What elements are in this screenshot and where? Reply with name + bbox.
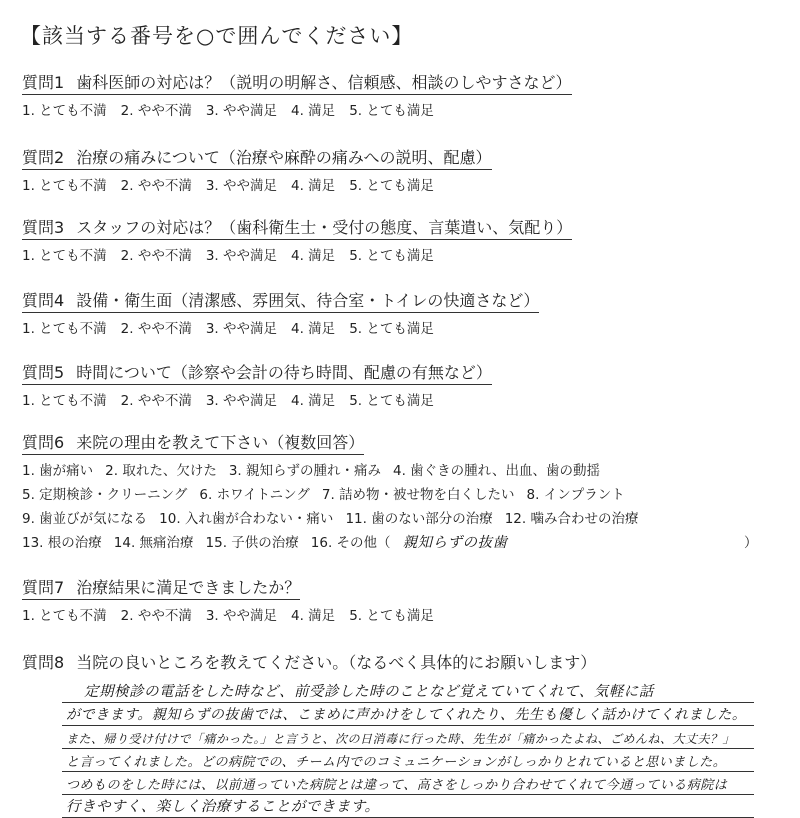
question-7-option-5-label: 5. とても満足 <box>349 608 434 624</box>
question-2-option-2-label: 2. やや不満 <box>120 178 192 194</box>
question-1-option-5-label: 5. とても満足 <box>349 103 434 119</box>
question-4-option-4[interactable] <box>291 317 335 337</box>
question-6-option-8-label: 8. インプラント <box>526 487 625 503</box>
question-6-option-16-label: 16. その他（ <box>310 535 391 551</box>
question-3-option-5[interactable] <box>349 244 434 264</box>
question-3-option-2-label: 2. やや不満 <box>120 248 192 264</box>
question-1-option-4-label: 4. 満足 <box>291 103 336 119</box>
question-1-option-5[interactable] <box>349 99 434 119</box>
question-2-text: 治療の痛みについて（治療や麻酔の痛みへの説明、配慮） <box>76 148 492 167</box>
question-4-option-5-label: 5. とても満足 <box>349 321 434 337</box>
question-8 <box>22 650 782 674</box>
question-5-option-3-label: 3. やや満足 <box>205 393 278 409</box>
question-1-option-1[interactable] <box>22 99 107 119</box>
question-6-row <box>22 483 782 503</box>
question-2-option-1-label: 1. とても不満 <box>22 178 107 194</box>
other-reason-close-paren: ） <box>744 535 758 551</box>
question-6-option-15-label: 15. 子供の治療 <box>205 535 299 551</box>
question-5-text: 時間について（診察や会計の待ち時間、配慮の有無など） <box>76 363 492 382</box>
question-6-title <box>22 430 364 455</box>
question-7-option-1-label: 1. とても不満 <box>22 608 107 624</box>
question-6-option-15[interactable] <box>206 531 299 551</box>
question-3-options <box>22 244 782 264</box>
instruction-heading: 【該当する番号を○で囲んでください】 <box>20 24 414 48</box>
question-6-number: 質問6 <box>22 433 65 452</box>
question-2-option-5[interactable] <box>349 174 434 194</box>
question-5-option-4-label: 4. 満足 <box>291 393 336 409</box>
answer-line-text: 行きやすく、楽しく治療することができます。 <box>66 799 380 815</box>
question-5-option-3[interactable] <box>206 389 277 409</box>
question-4-number: 質問4 <box>22 291 65 310</box>
question-6-option-3[interactable] <box>229 459 381 479</box>
question-1-title <box>22 70 572 95</box>
question-7-options <box>22 604 782 624</box>
answer-line <box>62 795 754 818</box>
question-8-title <box>22 650 596 674</box>
question-3-option-2[interactable] <box>121 244 192 264</box>
question-5-option-2-label: 2. やや不満 <box>120 393 192 409</box>
question-4-option-3[interactable] <box>206 317 277 337</box>
question-7-title <box>22 575 300 600</box>
question-3-option-1-label: 1. とても不満 <box>22 248 107 264</box>
question-1-option-1-label: 1. とても不満 <box>22 103 107 119</box>
question-7-text: 治療結果に満足できましたか？ <box>76 578 301 597</box>
question-6-option-4-label: 4. 歯ぐきの腫れ、出血、歯の動揺 <box>393 463 600 479</box>
question-4-option-2[interactable] <box>121 317 192 337</box>
answer-line <box>62 772 754 795</box>
question-3-text: スタッフの対応は？（歯科衛生士・受付の態度、言葉遣い、気配り） <box>76 218 573 237</box>
question-6-option-10-label: 10. 入れ歯が合わない・痛い <box>159 511 334 527</box>
question-6-option-6-label: 6. ホワイトニング <box>199 487 310 503</box>
question-7-option-3-label: 3. やや満足 <box>205 608 278 624</box>
question-6-option-10[interactable] <box>159 507 333 527</box>
question-3-option-4-label: 4. 満足 <box>291 248 336 264</box>
question-6-option-14-label: 14. 無痛治療 <box>113 535 194 551</box>
question-6-option-8[interactable] <box>527 483 625 503</box>
answer-line-text: と言ってくれました。どの病院での、チーム内でのコミュニケーションがしっかりとれていると思いました。 <box>66 755 727 770</box>
answer-line-text: ができます。親知らずの抜歯では、こまめに声かけをしてくれたり、先生も優しく話かけてくれました。 <box>66 707 747 723</box>
question-6-option-4[interactable] <box>393 459 600 479</box>
question-2-option-1[interactable] <box>22 174 107 194</box>
answer-line <box>62 749 754 772</box>
question-5-options <box>22 389 782 409</box>
answer-line <box>62 680 754 703</box>
question-6-option-13[interactable] <box>22 531 102 551</box>
question-6-option-11-label: 11. 歯のない部分の治療 <box>345 511 493 527</box>
question-4-option-2-label: 2. やや不満 <box>120 321 192 337</box>
question-1-option-2[interactable] <box>121 99 192 119</box>
question-5-number: 質問5 <box>22 363 65 382</box>
question-2-options <box>22 174 782 194</box>
question-7 <box>22 575 782 624</box>
question-7-option-5[interactable] <box>349 604 434 624</box>
question-2-number: 質問2 <box>22 148 65 167</box>
question-8-answer-area[interactable] <box>62 680 754 818</box>
question-6-option-5[interactable] <box>22 483 187 503</box>
question-2 <box>22 145 782 194</box>
question-1-text: 歯科医師の対応は？（説明の明解さ、信頼感、相談のしやすさなど） <box>76 73 572 92</box>
question-6-option-6[interactable] <box>199 483 309 503</box>
question-1-option-3[interactable] <box>206 99 277 119</box>
answer-line <box>62 703 754 726</box>
question-4-option-1-label: 1. とても不満 <box>22 321 107 337</box>
question-8-number: 質問8 <box>22 653 65 672</box>
question-2-option-3[interactable] <box>206 174 277 194</box>
question-6-option-7-label: 7. 詰め物・被せ物を白くしたい <box>321 487 515 503</box>
question-5-option-4[interactable] <box>291 389 335 409</box>
answer-line-text: つめものをした時には、以前通っていた病院とは違って、高さをしっかり合わせてくれて今通っている病院は <box>66 778 728 793</box>
question-5 <box>22 360 782 409</box>
question-3-option-4[interactable] <box>291 244 335 264</box>
question-7-option-4[interactable] <box>291 604 335 624</box>
question-5-title <box>22 360 492 385</box>
question-6-row <box>22 507 782 527</box>
question-8-text: 当院の良いところを教えてください。（なるべく具体的にお願いします） <box>76 653 597 672</box>
question-6-option-16[interactable] <box>311 531 391 551</box>
question-2-option-4-label: 4. 満足 <box>291 178 336 194</box>
question-6-row <box>22 531 782 552</box>
question-6-option-2[interactable] <box>105 459 217 479</box>
question-6-option-5-label: 5. 定期検診・クリーニング <box>22 487 188 503</box>
question-6-option-2-label: 2. 取れた、欠けた <box>105 463 217 479</box>
question-6-option-11[interactable] <box>345 507 492 527</box>
question-6-option-3-label: 3. 親知らずの腫れ・痛み <box>228 463 382 479</box>
question-1-option-2-label: 2. やや不満 <box>120 103 192 119</box>
question-6-option-1-label: 1. 歯が痛い <box>22 463 94 479</box>
question-4 <box>22 288 782 337</box>
question-7-option-2[interactable] <box>121 604 192 624</box>
question-7-option-3[interactable] <box>206 604 277 624</box>
question-2-option-2[interactable] <box>121 174 192 194</box>
question-6-option-9[interactable] <box>22 507 147 527</box>
question-1-number: 質問1 <box>22 73 65 92</box>
answer-line-text: また、帰り受け付けで「痛かった。」と言うと、次の日消毒に行った時、先生が「痛かったよね、ごめんね、大丈夫？」 <box>66 732 736 746</box>
question-7-option-2-label: 2. やや不満 <box>120 608 192 624</box>
other-reason-text[interactable]: 親知らずの抜歯 <box>402 535 508 551</box>
question-6 <box>22 430 782 552</box>
question-5-option-5-label: 5. とても満足 <box>349 393 434 409</box>
question-6-option-9-label: 9. 歯並びが気になる <box>22 511 148 527</box>
question-1-option-4[interactable] <box>291 99 335 119</box>
question-7-option-1[interactable] <box>22 604 107 624</box>
answer-line <box>62 726 754 749</box>
question-6-option-1[interactable] <box>22 459 93 479</box>
question-4-option-3-label: 3. やや満足 <box>205 321 278 337</box>
question-7-option-4-label: 4. 満足 <box>291 608 336 624</box>
question-3-title <box>22 215 572 240</box>
question-6-option-7[interactable] <box>322 483 515 503</box>
question-3-number: 質問3 <box>22 218 65 237</box>
question-3-option-1[interactable] <box>22 244 107 264</box>
question-5-option-1[interactable] <box>22 389 107 409</box>
question-4-text: 設備・衛生面（清潔感、雰囲気、待合室・トイレの快適さなど） <box>76 291 540 310</box>
question-1 <box>22 70 782 119</box>
question-3 <box>22 215 782 264</box>
question-5-option-1-label: 1. とても不満 <box>22 393 107 409</box>
question-5-option-2[interactable] <box>121 389 192 409</box>
question-4-option-4-label: 4. 満足 <box>291 321 336 337</box>
question-6-text: 来院の理由を教えて下さい（複数回答） <box>76 433 365 452</box>
question-2-option-5-label: 5. とても満足 <box>349 178 434 194</box>
question-4-option-1[interactable] <box>22 317 107 337</box>
question-1-option-3-label: 3. やや満足 <box>205 103 278 119</box>
question-7-number: 質問7 <box>22 578 65 597</box>
question-4-title <box>22 288 539 313</box>
question-6-option-12[interactable] <box>505 507 639 527</box>
question-4-options <box>22 317 782 337</box>
question-3-option-3-label: 3. やや満足 <box>205 248 278 264</box>
question-1-options <box>22 99 782 119</box>
question-4-option-5[interactable] <box>349 317 434 337</box>
question-6-row <box>22 459 782 479</box>
question-2-option-3-label: 3. やや満足 <box>205 178 278 194</box>
question-6-option-13-label: 13. 根の治療 <box>22 535 102 551</box>
question-3-option-3[interactable] <box>206 244 277 264</box>
question-3-option-5-label: 5. とても満足 <box>349 248 434 264</box>
question-2-title <box>22 145 492 170</box>
question-6-option-12-label: 12. 噛み合わせの治療 <box>504 511 639 527</box>
answer-line-text: 定期検診の電話をした時など、前受診した時のことなど覚えていてくれて、気軽に話 <box>84 684 654 700</box>
question-2-option-4[interactable] <box>291 174 335 194</box>
question-6-option-14[interactable] <box>114 531 194 551</box>
question-5-option-5[interactable] <box>349 389 434 409</box>
